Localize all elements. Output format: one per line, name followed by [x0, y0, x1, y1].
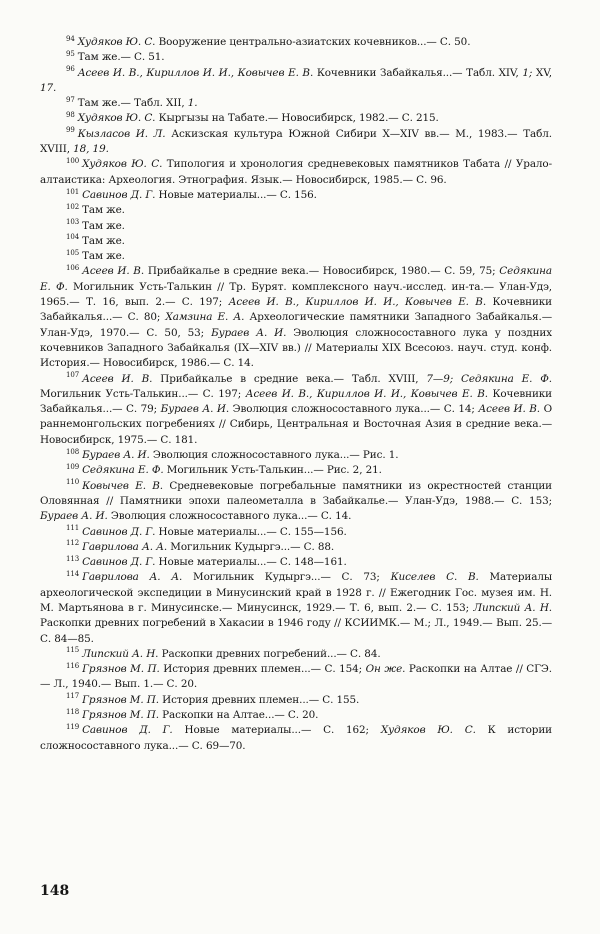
footnote-text: Кыргызы на Табате.— Новосибирск, 1982.— С. 215.	[155, 112, 439, 125]
footnote-text: Археологические памятники Западного Забайкалья.— Улан-Удэ, 1970.— С. 50, 53;	[40, 311, 552, 339]
footnote-text: Раскопки на Алтае...— С. 20.	[158, 709, 319, 722]
footnote-number: 116	[66, 661, 80, 670]
footnote-text: Раскопки на Алтае // СГЭ.— Л., 1940.— Вып. 1.— С. 20.	[40, 663, 552, 691]
footnotes-list	[40, 35, 552, 754]
footnote-number: 108	[66, 447, 80, 456]
footnote	[40, 264, 552, 371]
footnote-number: 103	[66, 218, 80, 227]
footnote	[40, 693, 552, 708]
footnote	[40, 555, 552, 570]
footnote	[40, 188, 552, 203]
footnote-number: 94	[66, 34, 75, 43]
footnote-number: 111	[66, 524, 80, 533]
page-number: 148	[40, 883, 70, 899]
footnote	[40, 372, 552, 448]
footnote-text: Прибайкалье в средние века.— Новосибирск, 1980.— С. 59, 75;	[144, 265, 500, 278]
footnote-author: Худяков Ю. С.	[82, 158, 163, 171]
footnote-number: 95	[66, 49, 75, 58]
footnote-text: История древних племен...— С. 155.	[158, 693, 360, 706]
footnote-author: Худяков Ю. С.	[77, 36, 156, 48]
footnote-author: Гаврилова А. А.	[82, 571, 183, 584]
footnote-text: Эволюция сложносоставного лука...— С. 14.	[107, 510, 352, 523]
footnote-author: Асеев И. В.	[82, 265, 145, 278]
footnote-author: Асеев И. В., Кириллов И. И., Ковычев Е. В.	[77, 66, 314, 79]
footnote-text: Кочевники Забайкалья...— С. 80;	[40, 296, 552, 324]
footnote	[40, 479, 552, 525]
footnote-text: Эволюция сложносоставного лука у поздних кочевников Западного Забайкалья (IX—XIV вв.) // Материалы XIX Всесоюз. науч. студ. конф. История.— Новосибирск, 1986.— С. 14.	[40, 326, 552, 370]
footnote	[40, 647, 552, 662]
footnote-author: Седякина Е. Ф.	[40, 265, 552, 293]
footnote-author: Грязнов М. П.	[82, 663, 160, 676]
footnote-author: Грязнов М. П.	[82, 709, 159, 722]
footnote-number: 117	[66, 692, 80, 701]
footnote-author: Худяков Ю. С.	[380, 724, 476, 737]
footnote-number: 98	[66, 111, 75, 120]
footnote-author: Бураев А. И.	[211, 326, 287, 339]
footnote	[40, 50, 552, 65]
footnote-number: 110	[66, 478, 80, 487]
footnote-text: Могильник Усть-Талькин // Тр. Бурят. комплексного науч.-исслед. ин-та.— Улан-Удэ, 1965.— Т. 16, вып. 2.— С. 197;	[40, 280, 552, 309]
footnote	[40, 203, 552, 218]
footnote	[40, 463, 552, 478]
footnote-author: Асеев И. В.	[478, 403, 541, 416]
footnote-text: Там же.	[82, 250, 125, 263]
footnote-number: 112	[66, 539, 80, 548]
footnote-author: Липский А. Н.	[473, 601, 552, 614]
footnote-text: Типология и хронология средневековых памятников Табата // Урало-алтаистика: Археология. Этнография. Язык.— Новосибирск, 1985.— С. 96.	[40, 158, 552, 186]
footnote-author: 7—9; Седякина Е. Ф.	[426, 372, 552, 385]
footnote-author: Асеев И. В.	[82, 372, 153, 385]
footnote-number: 114	[66, 569, 80, 578]
footnote-author: 1;	[522, 66, 533, 79]
footnote-text: Раскопки древних погребений в Хакасии в 1946 году // КСИИМК.— М.; Л., 1949.— Вып. 25.— С. 84—85.	[40, 617, 552, 645]
footnote-number: 102	[66, 202, 80, 211]
footnote-text: Эволюция сложносоставного лука...— Рис. 1.	[149, 449, 399, 462]
footnote	[40, 96, 552, 111]
footnote-author: Савинов Д. Г.	[82, 188, 156, 201]
footnote	[40, 570, 552, 646]
footnote-text: Эволюция сложносоставного лука...— С. 14;	[229, 403, 479, 416]
footnote-number: 118	[66, 707, 80, 716]
footnote-author: 18, 19.	[73, 143, 109, 156]
footnote-author: Грязнов М. П.	[82, 693, 159, 706]
footnote-author: Кызласов И. Л.	[77, 127, 166, 140]
footnote	[40, 540, 552, 555]
footnote-text: Могильник Усть-Талькин...— Рис. 2, 21.	[163, 464, 382, 477]
footnote-text: Кочевники Забайкалья...— Табл. XIV,	[313, 66, 523, 79]
footnote-number: 99	[66, 126, 75, 135]
footnote	[40, 249, 552, 264]
footnote-text: О раннемонгольских погребениях // Сибирь, Центральная и Восточная Азия в средние века.— Новосибирск, 1975.— С. 181.	[40, 403, 553, 446]
footnote-author: Киселев С. В.	[390, 571, 479, 584]
footnote-author: 1.	[187, 97, 198, 110]
footnote	[40, 35, 552, 50]
footnote-number: 113	[66, 554, 80, 563]
footnote-author: Ковычев Е. В.	[82, 479, 164, 492]
footnote-text: История древних племен...— С. 154;	[159, 663, 366, 676]
footnote-text: Там же.	[82, 234, 125, 247]
footnote-author: 17.	[40, 81, 57, 94]
footnote-number: 106	[66, 263, 80, 272]
footnote	[40, 708, 552, 723]
footnote-author: Седякина Е. Ф.	[82, 464, 164, 477]
footnote-author: Асеев И. В., Кириллов И. И., Ковычев Е. В.	[228, 296, 487, 309]
footnote-text: Там же.— Табл. XII,	[77, 97, 188, 110]
footnote-text: Новые материалы...— С. 148—161.	[155, 556, 347, 569]
footnote-text: Могильник Кудыргэ...— С. 73;	[182, 571, 391, 584]
footnote-text: Материалы археологической экспедиции в Минусинский край в 1928 г. // Ежегодник Гос. музея им. Н. М. Мартьянова в г. Минусинске.— Минусинск, 1929.— Т. 6, вып. 2.— С. 153;	[40, 571, 552, 614]
footnote-text: Там же.— С. 51.	[77, 51, 165, 64]
footnote-author: Савинов Д. Г.	[82, 556, 156, 569]
footnote-number: 100	[66, 156, 80, 165]
footnote	[40, 66, 552, 97]
footnote-text: Прибайкалье в средние века.— Табл. XVIII,	[152, 372, 427, 385]
footnote-text: Новые материалы...— С. 162;	[172, 724, 381, 737]
footnote	[40, 723, 552, 754]
footnote-text: К истории сложносоставного лука...— С. 69—70.	[40, 724, 552, 752]
footnote-author: Бураев А. И.	[40, 510, 108, 523]
footnote	[40, 219, 552, 234]
footnote-author: Гаврилова А. А.	[82, 540, 168, 553]
footnote-text: Там же.	[82, 204, 125, 217]
footnote-number: 96	[66, 65, 75, 74]
footnote-text: Там же.	[82, 219, 125, 232]
footnote-number: 105	[66, 248, 80, 257]
footnote-text: Аскизская культура Южной Сибири X—XIV вв.— М., 1983.— Табл. XVIII,	[40, 127, 552, 156]
footnote	[40, 662, 552, 693]
footnote-text: Могильник Усть-Талькин...— С. 197;	[40, 387, 246, 400]
footnote-author: Бураев А. И.	[82, 449, 150, 462]
footnote-text: XV,	[532, 66, 552, 79]
footnote	[40, 234, 552, 249]
footnote-text: Кочевники Забайкалья...— С. 79;	[40, 387, 552, 416]
footnote-number: 119	[66, 722, 80, 731]
footnote-author: Бураев А. И.	[160, 403, 230, 416]
footnote	[40, 525, 552, 540]
footnote-author: Липский А. Н.	[82, 647, 159, 660]
footnote-text: Средневековые погребальные памятники из окрестностей станции Оловянная // Памятники эпохи палеометалла в Забайкалье.— Улан-Удэ, 1988.— С. 153;	[40, 479, 553, 507]
footnote	[40, 157, 552, 188]
footnote-number: 115	[66, 646, 80, 655]
footnote-author: Хамзина Е. А.	[165, 311, 245, 324]
footnote	[40, 127, 552, 158]
footnote-text: Могильник Кудыргэ...— С. 88.	[167, 540, 335, 553]
footnote	[40, 111, 552, 126]
footnote-number: 107	[66, 371, 80, 380]
footnote-number: 104	[66, 233, 80, 242]
footnote-number: 109	[66, 462, 80, 471]
footnote-author: Асеев И. В., Кириллов И. И., Ковычев Е. В.	[245, 387, 488, 400]
footnote-author: Савинов Д. Г.	[82, 525, 156, 538]
footnote-number: 97	[66, 95, 75, 104]
footnote-author: Худяков Ю. С.	[77, 112, 156, 125]
footnote-author: Савинов Д. Г.	[82, 724, 173, 737]
footnote	[40, 448, 552, 463]
footnote-number: 101	[66, 187, 80, 196]
footnote-text: Вооружение центрально-азиатских кочевников...— С. 50.	[155, 36, 471, 48]
footnote-text: Новые материалы...— С. 156.	[155, 188, 317, 201]
footnote-author: Он же.	[365, 663, 406, 676]
footnote-text: Новые материалы...— С. 155—156.	[155, 525, 347, 538]
footnote-text: Раскопки древних погребений...— С. 84.	[158, 647, 381, 660]
